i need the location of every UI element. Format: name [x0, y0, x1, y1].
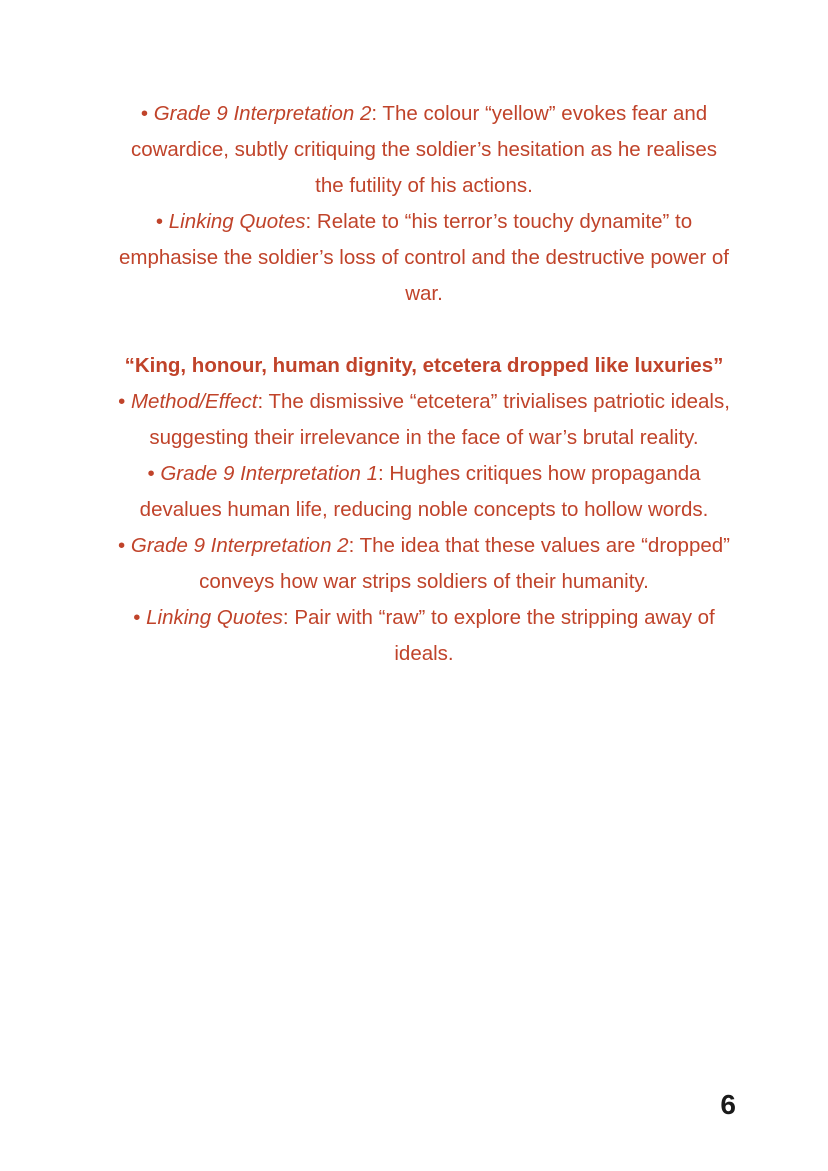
list-item-separator: :: [371, 102, 383, 125]
list-item-text: The colour “yellow” evokes fear and cowardice, subtly critiquing the soldier’s hesitation as he realises the futility of his actions.: [130, 102, 718, 197]
list-item-label: Linking Quotes: [168, 210, 306, 233]
bullet-glyph: •: [118, 534, 126, 557]
list-item-separator: :: [305, 210, 317, 233]
bullet-glyph: •: [140, 102, 149, 125]
page-number: 6: [720, 1089, 736, 1120]
bullet-glyph: •: [155, 210, 164, 233]
section-spacer: [118, 312, 730, 348]
list-item-text: The dismissive “etcetera” trivialises patriotic ideals, suggesting their irrelevance in the face of war’s brutal reality.: [149, 390, 730, 449]
list-item-text: Hughes critiques how propaganda devalues human life, reducing noble concepts to hollow words.: [139, 462, 709, 521]
list-item-label: Grade 9 Interpretation 1: [160, 462, 379, 485]
list-item: [118, 456, 730, 528]
bullet-glyph: •: [118, 390, 126, 413]
list-item-separator: :: [282, 606, 295, 629]
quote-heading: “King, honour, human dignity, etcetera dropped like luxuries”: [124, 354, 724, 377]
list-item-label: Method/Effect: [130, 390, 258, 413]
list-item: [118, 384, 730, 456]
bullet-glyph: •: [147, 462, 155, 485]
list-item-text: Pair with “raw” to explore the stripping away of ideals.: [294, 606, 715, 665]
list-item-text: Relate to “his terror’s touchy dynamite” to emphasise the soldier’s loss of control and the destructive power of war.: [118, 210, 729, 305]
list-item-separator: :: [378, 462, 390, 485]
list-item-label: Grade 9 Interpretation 2: [153, 102, 372, 125]
list-item-text: The idea that these values are “dropped” conveys how war strips soldiers of their humanity.: [199, 534, 730, 593]
list-item-separator: :: [348, 534, 360, 557]
list-item: [118, 96, 730, 204]
list-item: [118, 528, 730, 600]
list-item: [118, 204, 730, 312]
list-item-label: Grade 9 Interpretation 2: [130, 534, 349, 557]
list-item-separator: :: [257, 390, 269, 413]
list-item: [118, 600, 730, 672]
list-item-label: Linking Quotes: [146, 606, 283, 629]
bullet-glyph: •: [133, 606, 141, 629]
page-content: [118, 96, 730, 672]
